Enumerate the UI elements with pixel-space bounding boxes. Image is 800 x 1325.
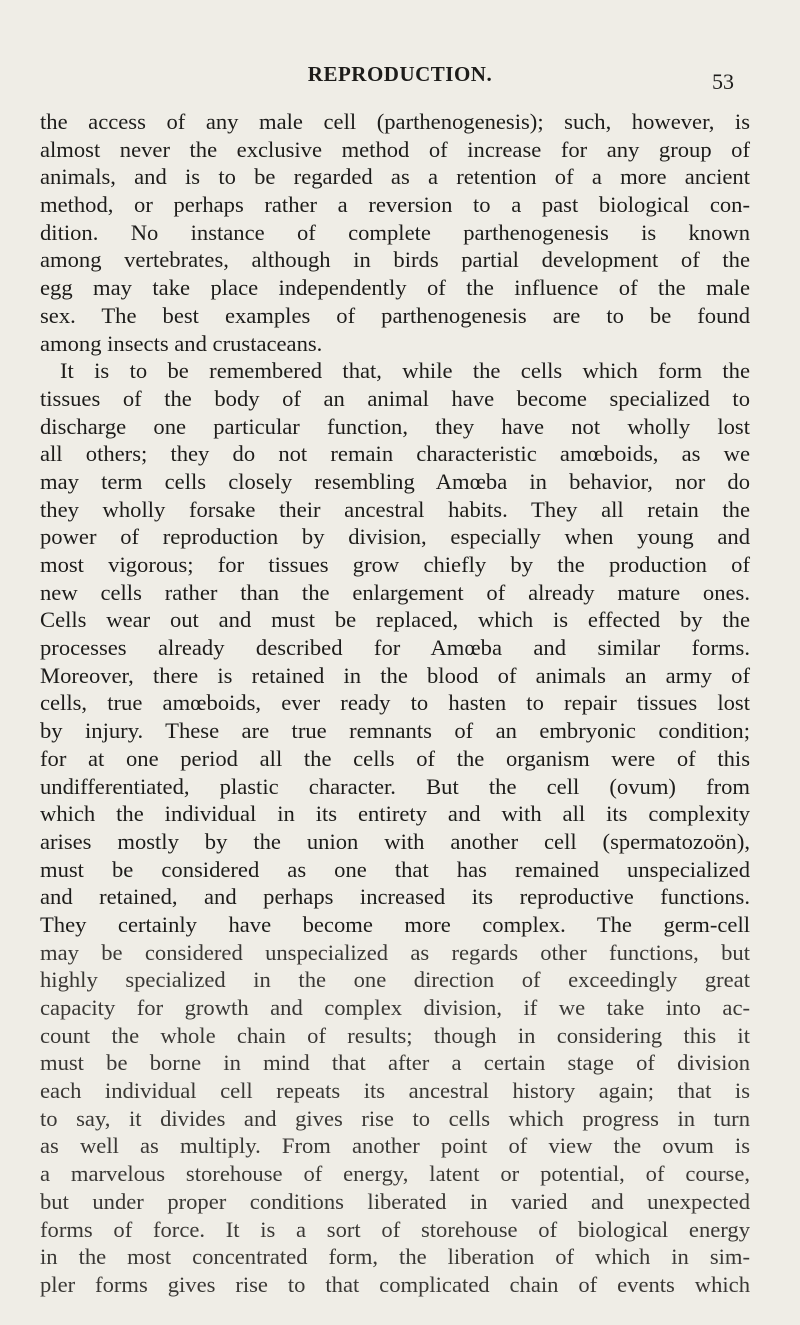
text-line: in the most concentrated form, the liberation of which in sim- [40,1244,750,1270]
page-number: 53 [712,69,734,94]
text-line: count the whole chain of results; though in considering this it [40,1022,750,1048]
text-line: forms of force. It is a sort of storehouse of biological energy [40,1216,750,1242]
text-line: the access of any male cell (parthenogenesis); such, however, is [40,109,750,134]
text-line: pler forms gives rise to that complicated chain of events which [40,1271,750,1297]
text-line: It is to be remembered that, while the cells which form the [60,358,750,384]
text-line: capacity for growth and complex division, if we take into ac- [40,995,750,1020]
text-line: to say, it divides and gives rise to cells which progress in turn [40,1105,750,1131]
text-line: Moreover, there is retained in the blood of animals an army of [40,662,750,688]
text-line: sex. The best examples of parthenogenesis are to be found [40,302,750,328]
text-line: by injury. These are true remnants of an embryonic condition; [40,718,750,744]
text-line: method, or perhaps rather a reversion to a past biological con- [40,192,750,218]
page-header [0,62,800,92]
text-line: undifferentiated, plastic character. But the cell (ovum) from [40,773,750,799]
text-line: discharge one particular function, they have not wholly lost [40,413,750,439]
text-line: among vertebrates, although in birds partial development of the [40,247,750,273]
text-line: must be considered as one that has remained unspecialized [40,856,750,882]
text-line: for at one period all the cells of the organism were of this [40,745,750,771]
body-text [40,108,750,1299]
text-line: arises mostly by the union with another cell (spermatozoön), [40,828,750,854]
text-line: all others; they do not remain characteristic amœboids, as we [40,441,750,467]
text-line: must be borne in mind that after a certain stage of division [40,1050,750,1076]
text-line: they wholly forsake their ancestral habits. They all retain the [40,496,750,522]
text-line: new cells rather than the enlargement of already mature ones. [40,579,750,605]
text-line: as well as multiply. From another point of view the ovum is [40,1133,750,1159]
text-line: among insects and crustaceans. [40,330,323,356]
text-line: may be considered unspecialized as regards other functions, but [40,939,750,965]
text-line: tissues of the body of an animal have become specialized to [40,385,750,411]
text-line: most vigorous; for tissues grow chiefly by the production of [40,552,750,577]
text-line: animals, and is to be regarded as a retention of a more ancient [40,164,750,190]
text-line: processes already described for Amœba and similar forms. [40,635,750,661]
text-line: and retained, and perhaps increased its reproductive functions. [40,884,750,910]
text-line: a marvelous storehouse of energy, latent or potential, of course, [40,1161,750,1187]
text-line: which the individual in its entirety and with all its complexity [40,801,750,827]
text-line: but under proper conditions liberated in varied and unexpected [40,1188,750,1214]
text-line: power of reproduction by division, especially when young and [40,524,750,550]
text-line: highly specialized in the one direction of exceedingly great [40,967,750,993]
text-line: each individual cell repeats its ancestral history again; that is [40,1078,750,1104]
running-head: REPRODUCTION. [307,62,493,86]
text-line: dition. No instance of complete parthenogenesis is known [40,219,750,245]
text-line: may term cells closely resembling Amœba in behavior, nor do [40,468,750,494]
text-line: They certainly have become more complex. The germ-cell [40,911,750,937]
text-line: almost never the exclusive method of increase for any group of [40,136,750,162]
text-line: egg may take place independently of the influence of the male [40,275,750,301]
text-line: Cells wear out and must be replaced, which is effected by the [40,607,750,633]
text-line: cells, true amœboids, ever ready to hasten to repair tissues lost [40,690,750,716]
